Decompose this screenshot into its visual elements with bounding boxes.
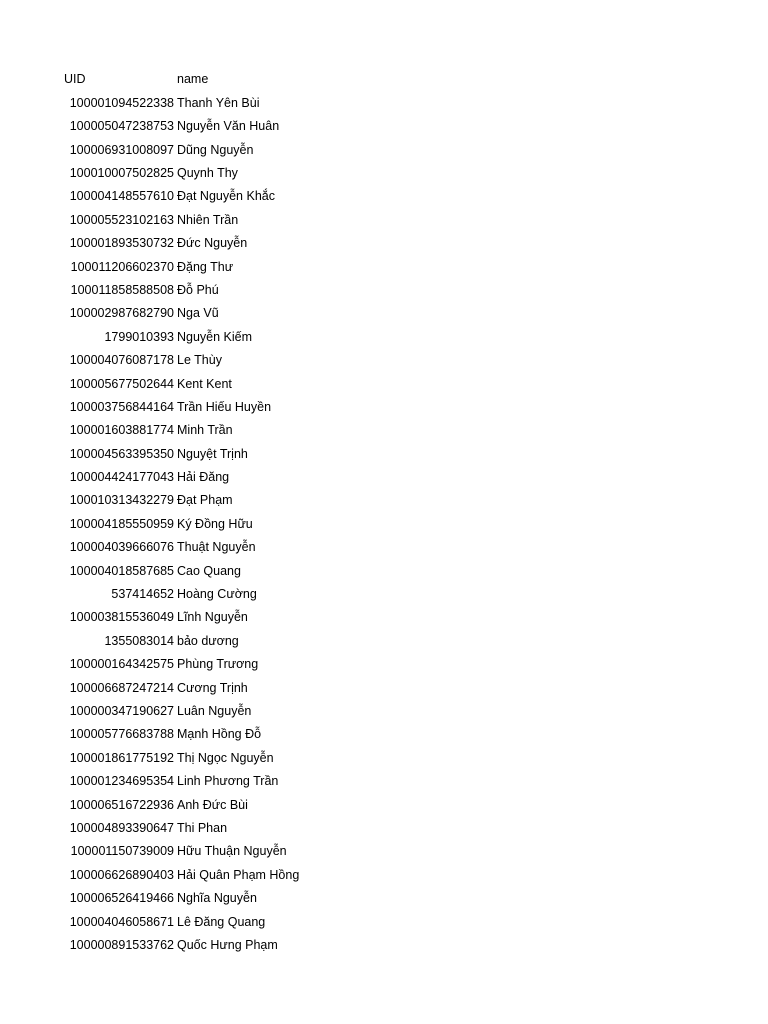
uid-cell: 100005677502644 xyxy=(69,376,174,391)
uid-cell: 100005776683788 xyxy=(69,727,174,742)
table-row xyxy=(62,91,299,114)
uid-cell: 100004076087178 xyxy=(69,353,174,368)
uid-cell: 100001861775192 xyxy=(69,750,174,765)
name-cell: Thanh Yên Bùi xyxy=(177,95,260,110)
uid-cell: 100001234695354 xyxy=(69,774,174,789)
name-cell: Quynh Thy xyxy=(177,166,238,180)
table-row xyxy=(62,863,299,886)
name-cell: Đặng Thư xyxy=(177,259,234,274)
uid-cell: 100004039666076 xyxy=(69,540,174,555)
uid-cell: 100004563395350 xyxy=(69,446,174,461)
uid-cell: 100000164342575 xyxy=(69,657,174,672)
table-row xyxy=(62,629,299,652)
table-row xyxy=(62,208,299,231)
table-row xyxy=(62,700,299,723)
name-cell: Đức Nguyễn xyxy=(177,236,248,251)
name-cell: Kent Kent xyxy=(177,376,232,391)
table-row xyxy=(62,559,299,582)
uid-cell: 100006687247214 xyxy=(69,680,174,695)
table-row xyxy=(62,115,299,138)
table-row xyxy=(62,817,299,840)
uid-cell: 100001603881774 xyxy=(69,423,174,438)
table-row xyxy=(62,489,299,512)
name-cell: Đỗ Phú xyxy=(177,282,219,297)
name-cell: Cương Trịnh xyxy=(177,680,248,695)
column-header-uid: UID xyxy=(64,72,86,87)
uid-cell: 100004424177043 xyxy=(69,470,174,485)
name-cell: Le Thùy xyxy=(177,353,222,368)
name-cell: Thuật Nguyễn xyxy=(177,540,256,555)
table-row xyxy=(62,302,299,325)
table-row xyxy=(62,910,299,933)
uid-cell: 100002987682790 xyxy=(69,306,174,321)
name-cell: Lê Đăng Quang xyxy=(177,914,266,929)
name-cell: Nguyệt Trịnh xyxy=(177,446,248,461)
table-row xyxy=(62,325,299,348)
name-cell: Cao Quang xyxy=(177,563,241,578)
table-row xyxy=(62,442,299,465)
uid-cell: 100004893390647 xyxy=(69,820,174,835)
name-cell: Linh Phương Trần xyxy=(177,774,279,789)
table-row xyxy=(62,395,299,418)
name-cell: Nguyễn Văn Huân xyxy=(177,119,280,134)
column-header-name: name xyxy=(177,72,209,87)
uid-cell: 100003756844164 xyxy=(69,399,174,414)
spreadsheet-table xyxy=(62,68,299,957)
uid-cell: 100006931008097 xyxy=(69,142,174,157)
table-row xyxy=(62,232,299,255)
uid-cell: 100006626890403 xyxy=(69,867,174,882)
table-row xyxy=(62,372,299,395)
table-row xyxy=(62,746,299,769)
name-cell: Thị Ngọc Nguyễn xyxy=(177,750,274,765)
table-row xyxy=(62,138,299,161)
uid-cell: 100011206602370 xyxy=(70,259,174,274)
uid-cell: 100011858588508 xyxy=(70,282,174,297)
uid-cell: 100006526419466 xyxy=(69,891,174,906)
uid-cell: 100010313432279 xyxy=(69,493,174,508)
name-cell: Quốc Hưng Phạm xyxy=(177,937,278,952)
name-cell: Nghĩa Nguyễn xyxy=(177,891,257,906)
name-cell: Trần Hiếu Huyền xyxy=(177,399,272,414)
table-row xyxy=(62,185,299,208)
name-cell: Thi Phan xyxy=(177,820,228,835)
table-row xyxy=(62,840,299,863)
name-cell: Hữu Thuận Nguyễn xyxy=(177,844,287,859)
uid-cell: 100000891533762 xyxy=(69,937,174,952)
name-cell: Luân Nguyễn xyxy=(177,703,252,718)
name-cell: Hải Quân Phạm Hồng xyxy=(177,867,300,882)
uid-cell: 1355083014 xyxy=(104,633,174,648)
table-row xyxy=(62,606,299,629)
uid-cell: 100001893530732 xyxy=(69,236,174,251)
name-cell: Nga Vũ xyxy=(177,306,219,321)
table-body xyxy=(62,91,299,956)
name-cell: Anh Đức Bùi xyxy=(177,797,248,812)
name-cell: bảo dương xyxy=(177,633,239,648)
uid-cell: 100004185550959 xyxy=(69,516,174,531)
uid-cell: 100001094522338 xyxy=(69,95,174,110)
table-header-row xyxy=(62,68,299,91)
uid-cell: 100005523102163 xyxy=(69,212,174,227)
table-row xyxy=(62,536,299,559)
uid-cell: 100005047238753 xyxy=(69,119,174,134)
name-cell: Minh Trần xyxy=(177,423,233,438)
name-cell: Phùng Trương xyxy=(177,657,259,672)
name-cell: Mạnh Hồng Đỗ xyxy=(177,727,262,742)
table-row xyxy=(62,162,299,185)
uid-cell: 537414652 xyxy=(111,587,174,602)
uid-cell: 100004046058671 xyxy=(69,914,174,929)
uid-cell: 100010007502825 xyxy=(69,166,174,180)
uid-cell: 100001150739009 xyxy=(70,844,174,859)
table-row xyxy=(62,653,299,676)
table-row xyxy=(62,793,299,816)
table-row xyxy=(62,255,299,278)
name-cell: Lĩnh Nguyễn xyxy=(177,610,248,625)
name-cell: Đạt Nguyễn Khắc xyxy=(177,189,275,204)
table-row xyxy=(62,279,299,302)
table-row xyxy=(62,933,299,956)
uid-cell: 100004018587685 xyxy=(69,563,174,578)
table-row xyxy=(62,770,299,793)
uid-cell: 100003815536049 xyxy=(69,610,174,625)
name-cell: Hải Đăng xyxy=(177,470,230,485)
name-cell: Nhiên Trần xyxy=(177,212,239,227)
uid-cell: 1799010393 xyxy=(104,329,174,344)
table-row xyxy=(62,349,299,372)
table-row xyxy=(62,723,299,746)
name-cell: Nguyễn Kiếm xyxy=(177,329,253,344)
table-row xyxy=(62,887,299,910)
name-cell: Hoàng Cường xyxy=(177,587,257,602)
name-cell: Ký Đồng Hữu xyxy=(177,516,253,531)
uid-cell: 100006516722936 xyxy=(69,797,174,812)
name-cell: Đạt Phạm xyxy=(177,493,233,508)
uid-cell: 100004148557610 xyxy=(69,189,174,204)
name-cell: Dũng Nguyễn xyxy=(177,142,254,157)
table-row xyxy=(62,466,299,489)
table-row xyxy=(62,512,299,535)
uid-cell: 100000347190627 xyxy=(69,703,174,718)
table-row xyxy=(62,583,299,606)
table-row xyxy=(62,676,299,699)
table-row xyxy=(62,419,299,442)
